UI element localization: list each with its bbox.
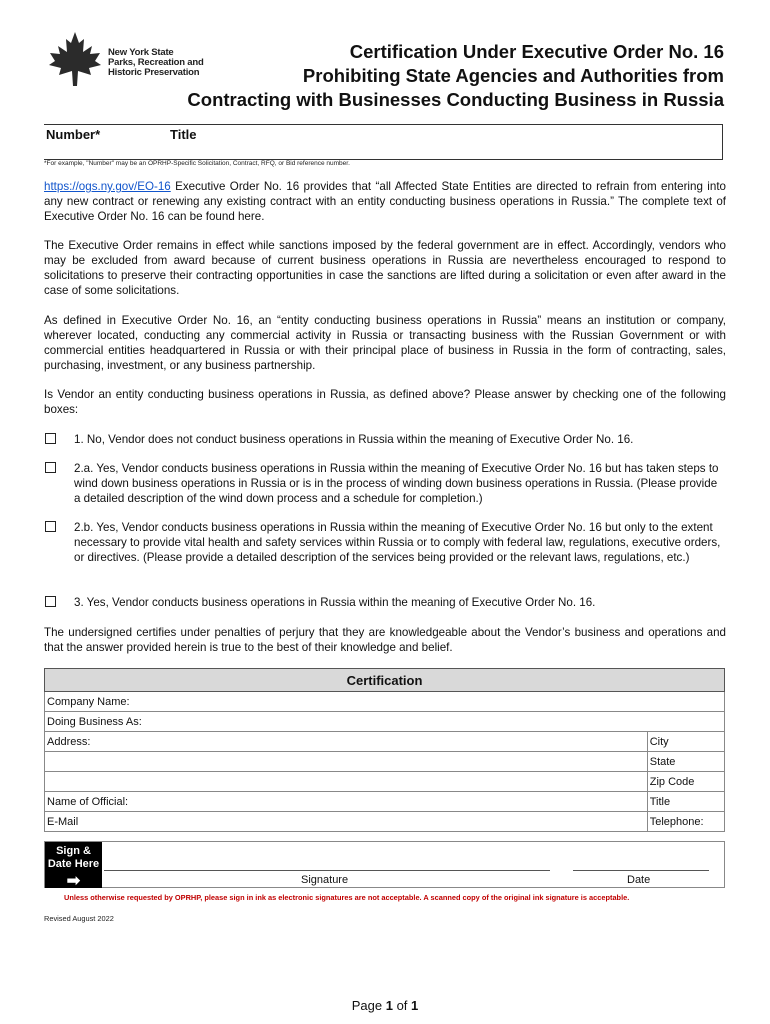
eo16-link[interactable]: https://ogs.ny.gov/EO-16 bbox=[44, 180, 171, 193]
page-number bbox=[0, 998, 770, 1013]
official-title-field[interactable] bbox=[647, 792, 724, 812]
zip-label: Zip Code bbox=[649, 775, 695, 788]
signature-label: Signature bbox=[301, 874, 349, 886]
title-label: Title bbox=[170, 127, 197, 142]
intro-text: Executive Order No. 16 provides that “all Affected State Entities are directed to refrain from entering into any new contract or renewing any existing contract with an entity conducting business operations in Russia.” The complete text of Executive Order No. 16 can be found here. bbox=[44, 180, 726, 223]
sanctions-paragraph: The Executive Order remains in effect while sanctions imposed by the federal government are in effect. Accordingly, vendors who may be excluded from award because of current business operations in Russia are nevertheless encouraged to respond to solicitations to preserve their contracting opportunities in case the sanctions are lifted during a solicitation or even after award in the case of some solicitations. bbox=[44, 239, 726, 297]
address-field[interactable] bbox=[45, 732, 648, 752]
option-2a-checkbox[interactable] bbox=[45, 462, 56, 473]
official-name-field[interactable] bbox=[45, 792, 648, 812]
address-label: Address: bbox=[47, 735, 91, 748]
official-name-label: Name of Official: bbox=[47, 795, 129, 808]
signature-line[interactable] bbox=[104, 870, 550, 871]
zip-field[interactable] bbox=[647, 772, 724, 792]
certification-header: Certification bbox=[45, 669, 725, 692]
dba-field[interactable] bbox=[45, 712, 725, 732]
agency-line-1: New York State bbox=[108, 47, 174, 58]
telephone-label: Telephone: bbox=[649, 815, 704, 828]
certify-paragraph: The undersigned certifies under penalties of perjury that they are knowledgeable about the Vendor’s business and operations and that the answer provided herein is true to the best of their knowledge and belief. bbox=[44, 626, 726, 654]
address-line-2-field[interactable] bbox=[45, 752, 648, 772]
company-name-label: Company Name: bbox=[47, 695, 130, 708]
email-field[interactable] bbox=[45, 812, 648, 832]
option-2a-text: 2.a. Yes, Vendor conducts business operations in Russia within the meaning of Executive Order No. 16 but has taken steps to wind down business operations in Russia or is in the process of winding down business operations in Russia. (Please provide a detailed description of the wind down process and a schedule for completion.) bbox=[74, 462, 719, 505]
official-title-label: Title bbox=[649, 795, 671, 808]
intro-paragraph bbox=[44, 179, 726, 224]
email-label: E-Mail bbox=[47, 815, 79, 828]
ink-signature-notice: Unless otherwise requested by OPRHP, please sign in ink as electronic signatures are not acceptable. A scanned copy of the original ink signature is acceptable. bbox=[64, 893, 630, 902]
company-name-field[interactable] bbox=[45, 692, 725, 712]
page-prefix: Page bbox=[351, 998, 386, 1013]
option-1-checkbox[interactable] bbox=[45, 433, 56, 444]
option-3-text: 3. Yes, Vendor conducts business operations in Russia within the meaning of Executive Order No. 16. bbox=[74, 596, 596, 609]
number-title-box[interactable] bbox=[44, 124, 723, 160]
number-footnote: *For example, "Number" may be an OPRHP-Specific Solicitation, Contract, RFQ, or Bid reference number. bbox=[44, 160, 350, 167]
date-label: Date bbox=[627, 874, 651, 886]
date-line[interactable] bbox=[573, 870, 709, 871]
document-title bbox=[187, 40, 724, 112]
sign-here-line-2: Date Here bbox=[47, 858, 100, 870]
state-field[interactable] bbox=[647, 752, 724, 772]
certification-table bbox=[44, 668, 725, 832]
dba-label: Doing Business As: bbox=[47, 715, 142, 728]
option-2b-text: 2.b. Yes, Vendor conducts business operations in Russia within the meaning of Executive Order No. 16 but only to the extent necessary to provide vital health and safety services within Russia or to comply with federal law, regulations, executive orders, or directives. (Please provide a detailed description of the services being provided or the relevant laws, regulations, etc.) bbox=[74, 521, 721, 564]
city-label: City bbox=[649, 735, 669, 748]
state-label: State bbox=[649, 755, 676, 768]
option-2b-checkbox[interactable] bbox=[45, 521, 56, 532]
address-line-3-field[interactable] bbox=[45, 772, 648, 792]
agency-line-3: Historic Preservation bbox=[108, 67, 200, 78]
page-of: of bbox=[392, 998, 412, 1013]
number-label: Number* bbox=[46, 127, 101, 142]
title-line-1: Certification Under Executive Order No. 16 bbox=[349, 41, 724, 62]
title-line-3: Contracting with Businesses Conducting Business in Russia bbox=[187, 89, 724, 110]
sign-here-line-1: Sign & bbox=[56, 845, 91, 857]
signature-block bbox=[44, 841, 725, 888]
option-3-checkbox[interactable] bbox=[45, 596, 56, 607]
option-1-text: 1. No, Vendor does not conduct business operations in Russia within the meaning of Executive Order No. 16. bbox=[74, 433, 634, 446]
revision-date: Revised August 2022 bbox=[44, 914, 114, 923]
title-line-2: Prohibiting State Agencies and Authorities from bbox=[302, 65, 724, 86]
page-current: 1 bbox=[385, 998, 393, 1013]
sign-here-tab bbox=[45, 842, 102, 888]
maple-leaf-icon bbox=[46, 30, 104, 88]
definition-paragraph: As defined in Executive Order No. 16, an “entity conducting business operations in Russia” means an institution or company, wherever located, conducting any commercial activity in Russia or transacting business with the Russian Government or with commercial entities headquartered in Russia or with their principal place of business in Russia in the form of contracting, sales, purchasing, investment, or any business partnership. bbox=[44, 314, 726, 372]
telephone-field[interactable] bbox=[647, 812, 724, 832]
page-total: 1 bbox=[411, 998, 419, 1013]
right-arrow-icon: ➡ bbox=[66, 871, 81, 890]
question-paragraph: Is Vendor an entity conducting business operations in Russia, as defined above? Please answer by checking one of the following boxes: bbox=[44, 388, 726, 416]
agency-line-2: Parks, Recreation and bbox=[108, 57, 204, 68]
city-field[interactable] bbox=[647, 732, 724, 752]
